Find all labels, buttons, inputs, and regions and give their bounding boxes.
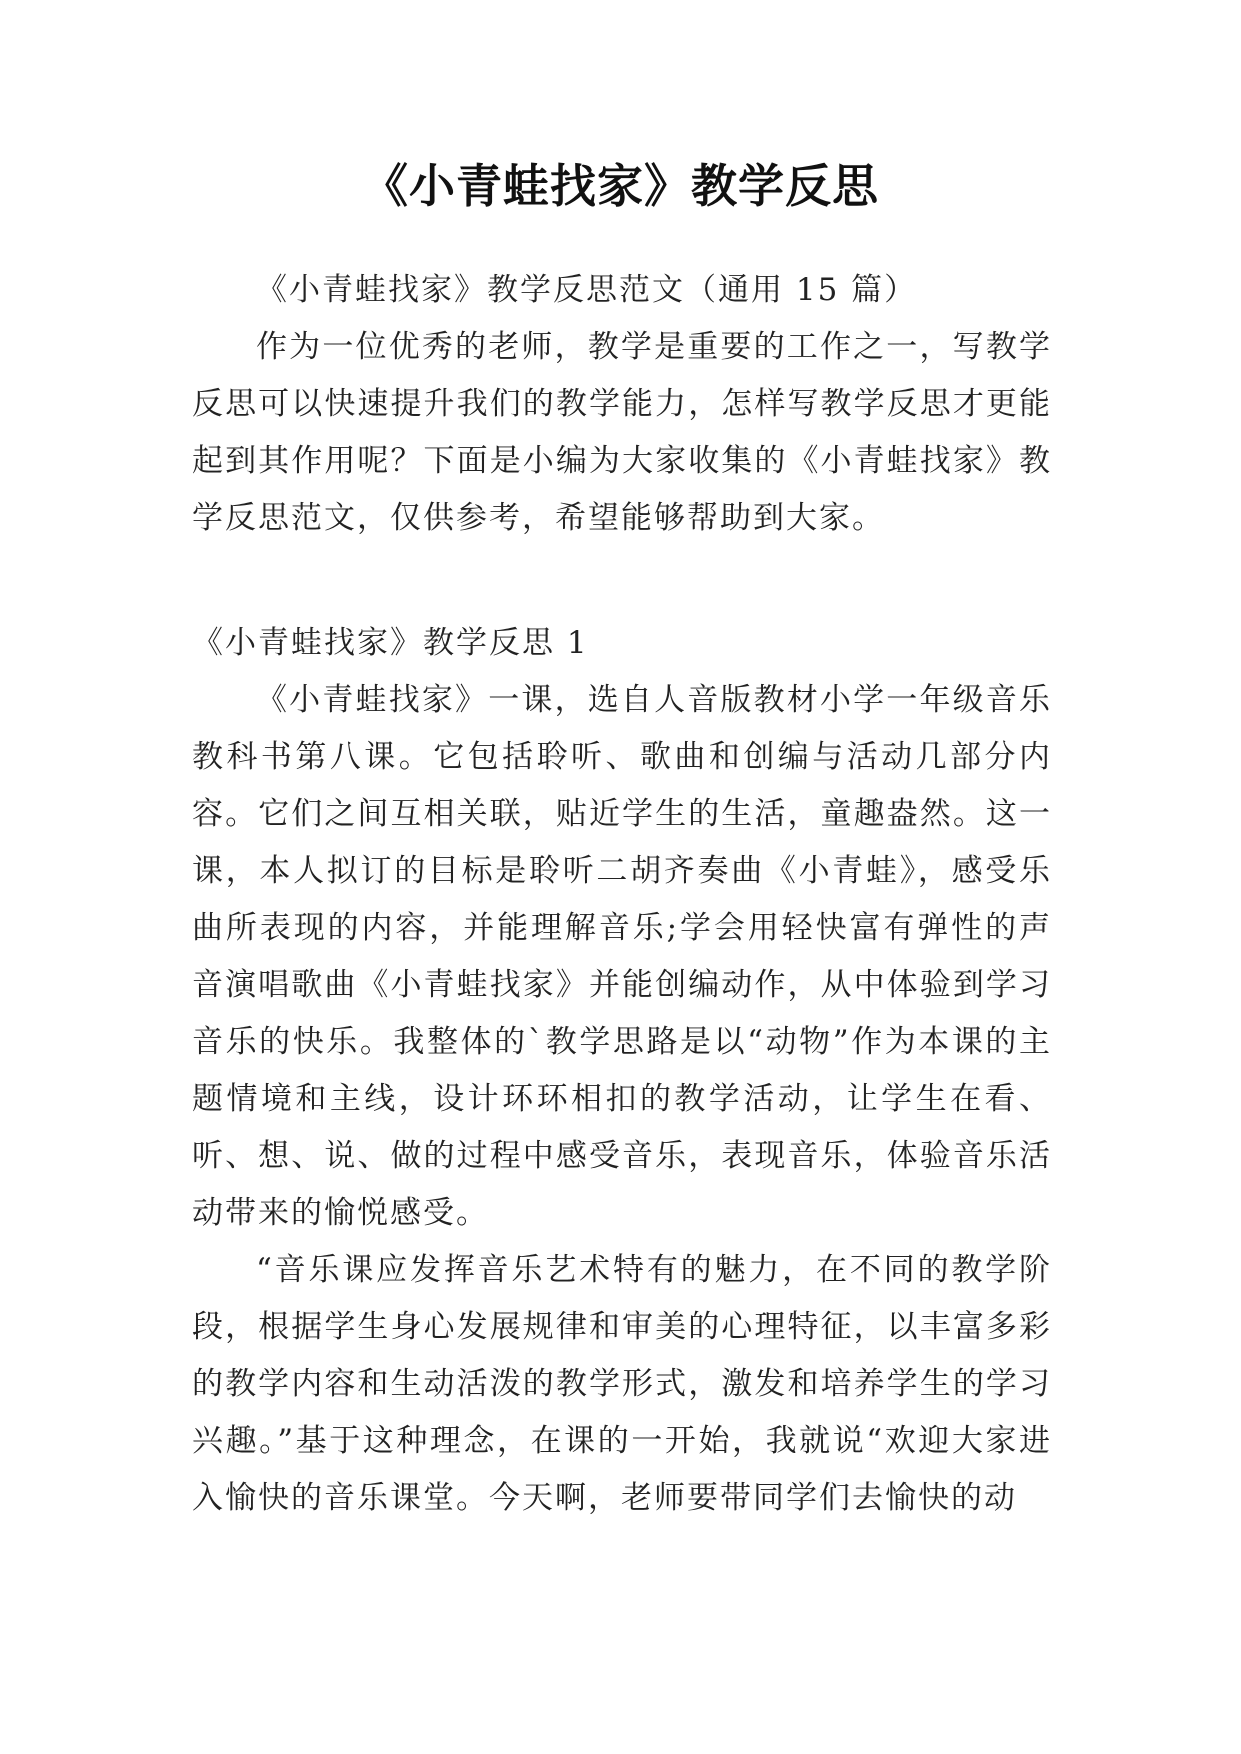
intro-paragraph: 作为一位优秀的老师，教学是重要的工作之一，写教学反思可以快速提升我们的教学能力，怎样写教学反思才更能起到其作用呢？下面是小编为大家收集的《小青蛙找家》教学反思范文，仅供参考，希望能够帮助到大家。 bbox=[192, 329, 1052, 536]
intro-section bbox=[192, 262, 1052, 547]
body-paragraph: “音乐课应发挥音乐艺术特有的魅力，在不同的教学阶段，根据学生身心发展规律和审美的心理特征，以丰富多彩的教学内容和生动活泼的教学形式，激发和培养学生的学习兴趣。”基于这种理念，在课的一开始，我就说“欢迎大家进入愉快的音乐课堂。今天啊，老师要带同学们去愉快的动 bbox=[192, 1252, 1052, 1516]
section-heading: 《小青蛙找家》教学反思 1 bbox=[192, 625, 589, 661]
document-title: 《小青蛙找家》教学反思 bbox=[362, 159, 879, 213]
article-section bbox=[192, 615, 1052, 1527]
body-paragraph: 《小青蛙找家》一课，选自人音版教材小学一年级音乐教科书第八课。它包括聆听、歌曲和创编与活动几部分内容。它们之间互相关联，贴近学生的生活，童趣盎然。这一课，本人拟订的目标是聆听二胡齐奏曲《小青蛙》，感受乐曲所表现的内容，并能理解音乐;学会用轻快富有弹性的声音演唱歌曲《小青蛙找家》并能创编动作，从中体验到学习音乐的快乐。我整体的`教学思路是以“动物”作为本课的主题情境和主线，设计环环相扣的教学活动，让学生在看、听、想、说、做的过程中感受音乐，表现音乐，体验音乐活动带来的愉悦感受。 bbox=[192, 682, 1052, 1231]
document-subtitle: 《小青蛙找家》教学反思范文（通用 15 篇） bbox=[256, 272, 918, 308]
